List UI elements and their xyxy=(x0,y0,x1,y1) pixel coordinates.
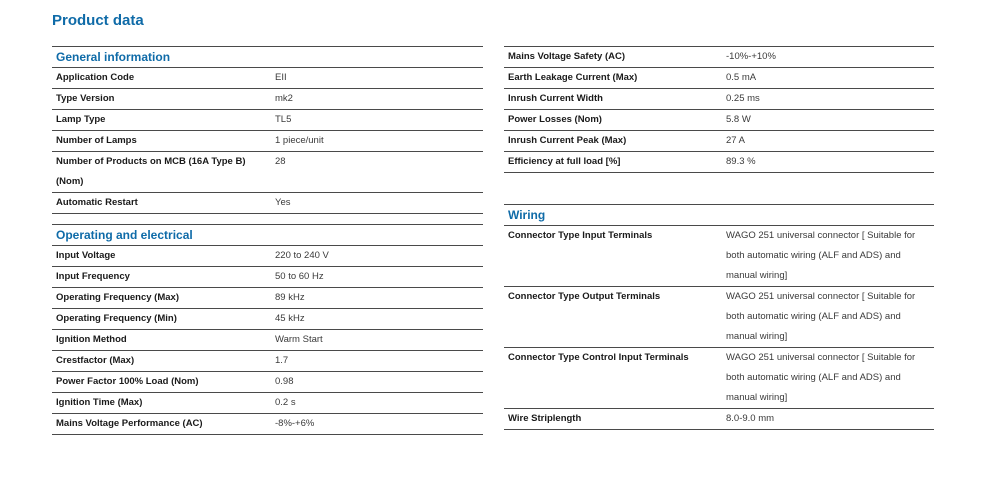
table-row xyxy=(52,89,483,110)
row-value: 89.3 % xyxy=(726,156,756,167)
table-row xyxy=(52,288,483,309)
section-operating-and-electrical xyxy=(52,224,483,435)
row-label: Connector Type Control Input Terminals xyxy=(508,352,689,363)
row-value: WAGO 251 universal connector [ Suitable for both automatic wiring (ALF and ADS) and manual wiring] xyxy=(726,291,916,342)
table-row xyxy=(504,287,934,348)
row-value: EII xyxy=(275,72,287,83)
table-row xyxy=(504,68,934,89)
section-electrical-continued xyxy=(504,46,934,173)
row-value: mk2 xyxy=(275,93,293,104)
row-label: Ignition Time (Max) xyxy=(56,397,143,408)
row-label: Connector Type Output Terminals xyxy=(508,291,661,302)
row-label: Lamp Type xyxy=(56,114,106,125)
table-row xyxy=(52,414,483,435)
row-label: Type Version xyxy=(56,93,115,104)
table-row xyxy=(504,409,934,430)
row-value: 0.98 xyxy=(275,376,294,387)
table-row xyxy=(504,110,934,131)
table-row xyxy=(52,110,483,131)
row-value: 50 to 60 Hz xyxy=(275,271,324,282)
row-value: 0.25 ms xyxy=(726,93,760,104)
table-row xyxy=(52,131,483,152)
table-row xyxy=(504,348,934,409)
row-label: Mains Voltage Safety (AC) xyxy=(508,51,626,62)
row-value: 27 A xyxy=(726,135,746,146)
row-label: Operating Frequency (Max) xyxy=(56,292,179,303)
row-value: Yes xyxy=(275,197,291,208)
row-value: 220 to 240 V xyxy=(275,250,329,261)
row-label: Number of Lamps xyxy=(56,135,137,146)
row-label: Power Factor 100% Load (Nom) xyxy=(56,376,199,387)
row-value: -10%-+10% xyxy=(726,51,776,62)
row-label: Connector Type Input Terminals xyxy=(508,230,653,241)
row-value: WAGO 251 universal connector [ Suitable for both automatic wiring (ALF and ADS) and manual wiring] xyxy=(726,352,916,403)
row-value: 45 kHz xyxy=(275,313,305,324)
row-value: 28 xyxy=(275,156,286,167)
row-value: 0.5 mA xyxy=(726,72,757,83)
row-value: -8%-+6% xyxy=(275,418,315,429)
row-label: Operating Frequency (Min) xyxy=(56,313,177,324)
row-label: Input Voltage xyxy=(56,250,116,261)
section-title: General information xyxy=(52,47,483,68)
right-column xyxy=(504,46,934,430)
table-row xyxy=(52,330,483,351)
table-row xyxy=(504,47,934,68)
row-label: Inrush Current Peak (Max) xyxy=(508,135,627,146)
table-row xyxy=(52,246,483,267)
table-row xyxy=(52,351,483,372)
row-label: Earth Leakage Current (Max) xyxy=(508,72,638,83)
left-column xyxy=(52,46,483,435)
row-value: TL5 xyxy=(275,114,292,125)
row-value: 1 piece/unit xyxy=(275,135,324,146)
table-row xyxy=(52,193,483,214)
row-label: Automatic Restart xyxy=(56,197,138,208)
row-label: Number of Products on MCB (16A Type B) (Nom) xyxy=(56,156,246,187)
section-general-information xyxy=(52,46,483,214)
row-value: 5.8 W xyxy=(726,114,751,125)
row-label: Efficiency at full load [%] xyxy=(508,156,621,167)
page-title: Product data xyxy=(52,12,144,29)
row-value: 1.7 xyxy=(275,355,289,366)
row-label: Wire Striplength xyxy=(508,413,582,424)
table-row xyxy=(52,68,483,89)
row-value: WAGO 251 universal connector [ Suitable for both automatic wiring (ALF and ADS) and manual wiring] xyxy=(726,230,916,281)
table-row xyxy=(504,131,934,152)
row-value: 89 kHz xyxy=(275,292,305,303)
section-wiring xyxy=(504,204,934,430)
table-row xyxy=(52,372,483,393)
table-row xyxy=(504,152,934,173)
row-label: Input Frequency xyxy=(56,271,130,282)
row-value: 8.0-9.0 mm xyxy=(726,413,775,424)
row-label: Application Code xyxy=(56,72,135,83)
row-label: Inrush Current Width xyxy=(508,93,603,104)
table-row xyxy=(504,226,934,287)
table-row xyxy=(52,267,483,288)
table-row xyxy=(52,393,483,414)
row-label: Crestfactor (Max) xyxy=(56,355,135,366)
section-title: Wiring xyxy=(504,205,934,226)
row-value: Warm Start xyxy=(275,334,323,345)
section-title: Operating and electrical xyxy=(52,225,483,246)
row-label: Power Losses (Nom) xyxy=(508,114,602,125)
row-label: Mains Voltage Performance (AC) xyxy=(56,418,203,429)
table-row xyxy=(52,152,483,193)
row-value: 0.2 s xyxy=(275,397,296,408)
row-label: Ignition Method xyxy=(56,334,127,345)
table-row xyxy=(504,89,934,110)
table-row xyxy=(52,309,483,330)
